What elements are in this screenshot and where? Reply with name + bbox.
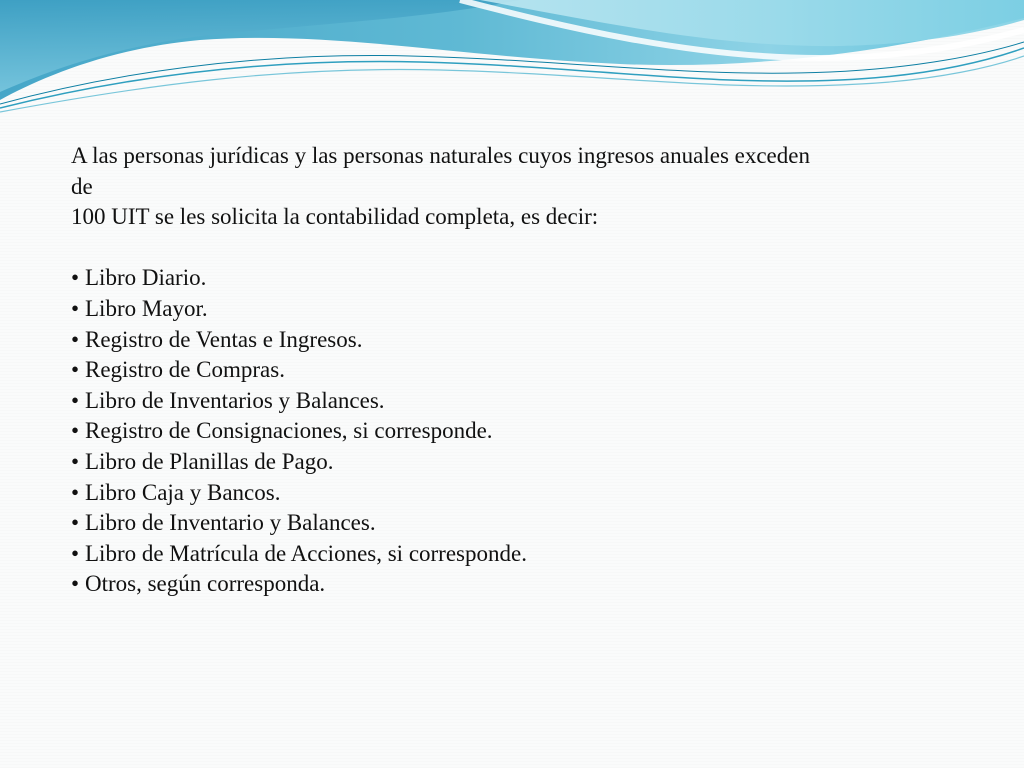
list-item-text: Libro Caja y Bancos. [85, 479, 281, 505]
list-item-text: Otros, según corresponda. [85, 571, 326, 597]
bullet-icon: • [71, 326, 80, 352]
bullet-icon: • [71, 571, 80, 597]
bullet-icon: • [71, 357, 80, 383]
list-item [71, 355, 971, 386]
intro-line-3: 100 UIT se les solicita la contabilidad completa, es decir: [71, 204, 599, 230]
bullet-icon: • [71, 295, 80, 321]
paragraph-spacer [71, 233, 971, 264]
intro-line-1: A las personas jurídicas y las personas naturales cuyos ingresos anuales exceden [71, 143, 810, 168]
body-text [71, 141, 971, 600]
wave-line-2 [0, 56, 1024, 112]
list-item [71, 294, 971, 325]
bullet-icon: • [71, 387, 80, 413]
list-item-text: Libro Mayor. [85, 295, 208, 321]
list-item [71, 539, 971, 570]
list-item-text: Libro de Inventario y Balances. [85, 510, 376, 536]
list-item-text: Registro de Compras. [85, 357, 285, 383]
bullet-icon: • [71, 448, 80, 474]
intro-line-2: de [71, 173, 93, 199]
list-item-text: Registro de Ventas e Ingresos. [85, 326, 363, 352]
bullet-icon: • [71, 418, 80, 444]
list-item-text: Libro de Planillas de Pago. [85, 448, 334, 474]
list-item-text: Registro de Consignaciones, si corresponde. [85, 418, 493, 444]
list-item [71, 416, 971, 447]
list-item [71, 478, 971, 509]
bullet-icon: • [71, 265, 80, 291]
list-item [71, 386, 971, 417]
list-item [71, 325, 971, 356]
list-item [71, 447, 971, 478]
list-item-text: Libro de Matrícula de Acciones, si corresponde. [85, 540, 527, 566]
list-item [71, 263, 971, 294]
list-item-text: Libro Diario. [85, 265, 207, 291]
bullet-icon: • [71, 540, 80, 566]
bullet-icon: • [71, 479, 80, 505]
list-item [71, 508, 971, 539]
list-item-text: Libro de Inventarios y Balances. [85, 387, 385, 413]
list-item [71, 569, 971, 600]
books-list [71, 263, 971, 600]
wave-header-decoration [0, 0, 1024, 130]
bullet-icon: • [71, 510, 80, 536]
